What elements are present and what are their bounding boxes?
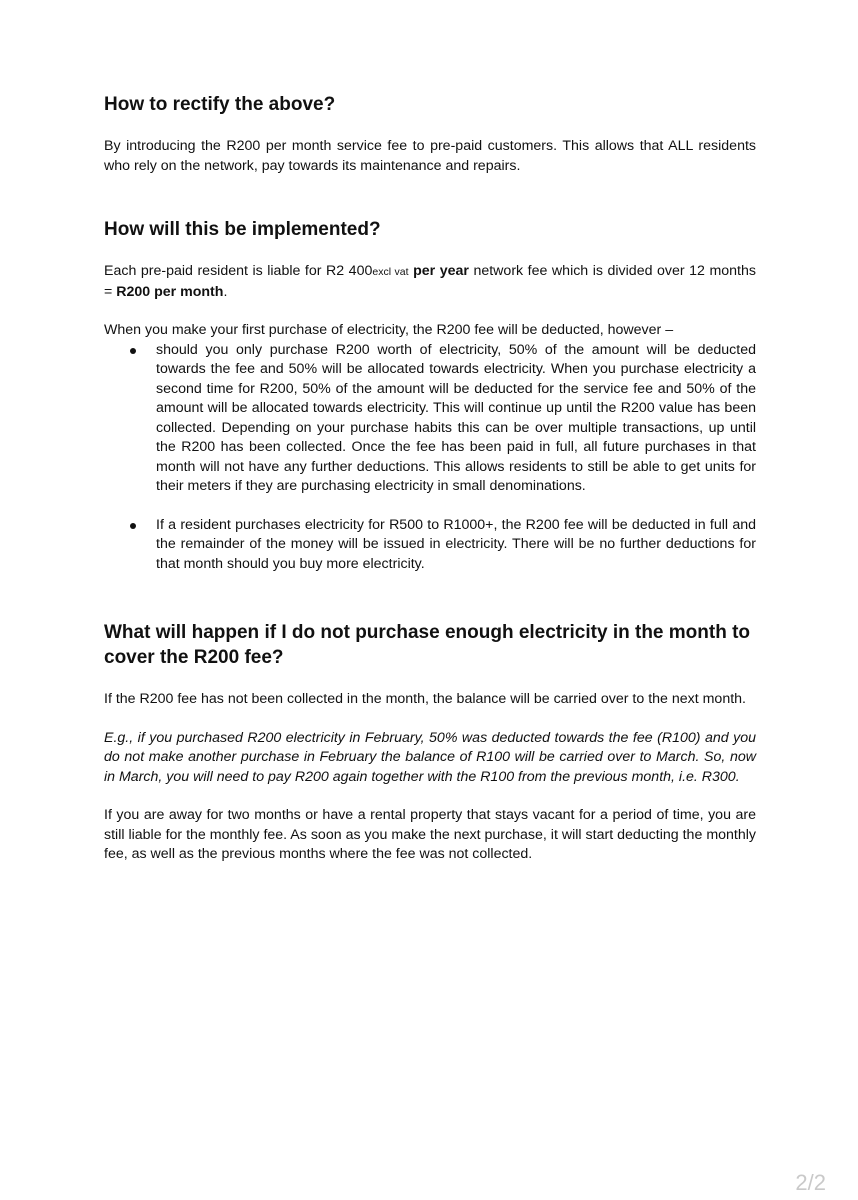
paragraph-first-purchase: When you make your first purchase of electricity, the R200 fee will be deducted, however – <box>104 322 674 338</box>
list-item <box>104 516 756 575</box>
heading-rectify: How to rectify the above? <box>104 94 336 115</box>
bullet-list <box>104 341 756 575</box>
paragraph-carry-over: If the R200 fee has not been collected in the month, the balance will be carried over to the next month. <box>104 691 746 707</box>
bullet-icon <box>130 523 136 529</box>
fee-per-month: R200 per month <box>116 283 224 300</box>
list-item <box>104 341 756 497</box>
paragraph-rectify: By introducing the R200 per month service fee to pre-paid customers. This allows that ALL residents who rely on the network, pay towards its maintenance and repairs. <box>104 138 756 174</box>
paragraph-fee-detail <box>104 262 756 302</box>
heading-implement: How will this be implemented? <box>104 219 381 240</box>
fee-text-a: Each pre-paid resident is liable for R2 400 <box>104 263 373 279</box>
fee-per-year: per year <box>413 263 469 279</box>
paragraph-example: E.g., if you purchased R200 electricity in February, 50% was deducted towards the fee (R100) and you do not make another purchase in February the balance of R100 will be carried over to March. So, now in March, you will need to pay R200 again together with the R100 from the previous month, i.e. R300. <box>104 729 756 785</box>
fee-text-c: . <box>223 283 228 300</box>
document-content <box>104 92 756 865</box>
bullet-icon <box>130 348 136 354</box>
fee-excl-vat: excl vat <box>372 266 409 278</box>
page-number: 2/2 <box>795 1170 826 1195</box>
heading-shortfall: What will happen if I do not purchase enough electricity in the month to cover the R200 fee? <box>104 622 751 668</box>
bullet-text: If a resident purchases electricity for R500 to R1000+, the R200 fee will be deducted in full and the remainder of the money will be issued in electricity. There will be no further deductions for that month should you buy more electricity. <box>156 516 756 572</box>
fee-text-b: network fee which is divided over 12 months = <box>104 263 756 300</box>
paragraph-away: If you are away for two months or have a rental property that stays vacant for a period of time, you are still liable for the monthly fee. As soon as you make the next purchase, it will start deducting the monthly fee, as well as the previous months where the fee was not collected. <box>104 807 756 862</box>
bullet-text: should you only purchase R200 worth of electricity, 50% of the amount will be deducted towards the fee and 50% will be allocated towards electricity. When you purchase electricity a second time for R200, 50% of the amount will be deducted for the service fee and 50% of the amount will be allocated towards electricity. This will continue up until the R200 value has been collected. Depending on your purchase habits this can be over multiple transactions, up until the R200 has been collected. Once the fee has been paid in full, all future purchases in that month will not have any further deductions. This allows residents to still be able to get units for their meters if they are purchasing electricity in small denominations. <box>156 341 756 494</box>
